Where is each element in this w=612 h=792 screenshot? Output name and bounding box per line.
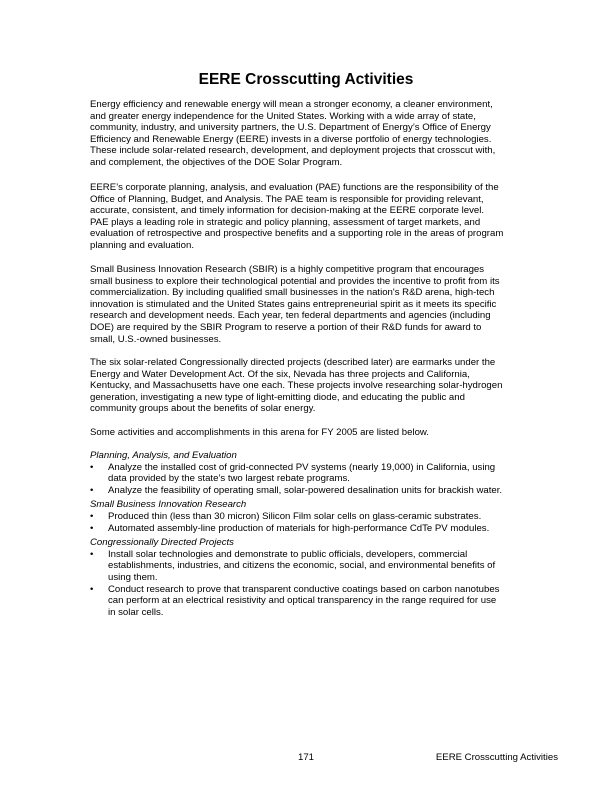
text-line: Conduct research to prove that transparent conductive coatings based on carbon nanotubes: [108, 583, 500, 595]
text-line: community, industry, and university partners, the U.S. Department of Energy’s Office of Energy: [90, 122, 491, 134]
text-line: Energy efficiency and renewable energy will mean a stronger economy, a cleaner environment,: [90, 99, 493, 110]
bullet-icon: •: [90, 583, 94, 595]
text-line: Some activities and accomplishments in this arena for FY 2005 are listed below.: [90, 427, 429, 438]
text-line: establishments, industries, and citizens the economic, social, and environmental benefits of: [108, 560, 496, 572]
text-line: The six solar-related Congressionally directed projects (described later) are earmarks under the: [90, 357, 496, 368]
bullet-icon: •: [90, 484, 94, 496]
bullet-icon: •: [90, 522, 94, 534]
section-heading: Congressionally Directed Projects: [90, 537, 234, 549]
text-line: generation, investigating a new type of light-emitting diode, and educating the public and: [90, 391, 465, 403]
section-heading: Planning, Analysis, and Evaluation: [90, 450, 237, 461]
text-line: data provided by the state’s two largest rebate programs.: [108, 473, 350, 485]
bullet-item: [90, 485, 502, 497]
text-line: Kentucky, and Massachusetts have one each. These projects involve researching solar-hydrogen: [90, 380, 503, 392]
bullet-item: [90, 511, 502, 523]
text-line: research and development needs. Each year, ten federal departments and agencies (including: [90, 310, 491, 322]
text-line: PAE plays a leading role in strategic and policy planning, assessment of target markets, and: [90, 216, 481, 228]
bullet-icon: •: [90, 548, 94, 560]
section-heading: Small Business Innovation Research: [90, 499, 247, 511]
bullet-icon: •: [90, 461, 94, 473]
text-line: Install solar technologies and demonstrate to public officials, developers, commercial: [108, 548, 468, 560]
text-line: Small Business Innovation Research (SBIR) is a highly competitive program that encourages: [90, 264, 485, 275]
text-line: in solar cells.: [108, 606, 164, 618]
paragraph: [90, 264, 500, 345]
paragraph: [90, 427, 429, 439]
text-line: Efficiency and Renewable Energy (EERE) invests in a diverse portfolio of energy technologies.: [90, 133, 492, 145]
running-footer-title: EERE Crosscutting Activities: [435, 752, 558, 763]
bullet-item: [90, 584, 502, 619]
bullet-icon: •: [90, 510, 94, 522]
text-line: small business to explore their technological potential and provides the incentive to profit from its: [90, 275, 500, 287]
text-line: EERE’s corporate planning, analysis, and evaluation (PAE) functions are the responsibility of the: [90, 182, 499, 193]
paragraph: [90, 182, 503, 252]
text-line: These include solar-related research, development, and deployment projects that crosscut with,: [90, 145, 496, 157]
text-line: Produced thin (less than 30 micron) Silicon Film solar cells on glass-ceramic substrates.: [108, 510, 482, 522]
accomplishments-list: [90, 450, 502, 618]
text-line: and greater energy independence for the United States. Working with a wide array of state,: [90, 110, 476, 122]
text-line: innovation is stimulated and the United States gains entrepreneurial spirit as it meets its specific: [90, 298, 497, 310]
text-line: and complement, the objectives of the DOE Solar Program.: [90, 156, 343, 168]
text-line: evaluation of retrospective and prospective benefits and a supporting role in the areas of program: [90, 228, 504, 240]
text-line: Energy and Water Development Act. Of the six, Nevada has three projects and California,: [90, 368, 470, 380]
bullet-item: [90, 549, 502, 584]
text-line: using them.: [108, 571, 158, 583]
bullet-item: [90, 523, 502, 535]
text-line: can perform at an electrical resistivity and optical transparency in the range required for use: [108, 595, 497, 607]
page-title: EERE Crosscutting Activities: [198, 71, 414, 88]
bullet-item: [90, 462, 502, 485]
text-line: community groups about the benefits of solar energy.: [90, 403, 316, 415]
text-line: small, U.S.-owned businesses.: [90, 333, 222, 345]
text-line: Automated assembly-line production of materials for high-performance CdTe PV modules.: [108, 522, 490, 534]
text-line: planning and evaluation.: [90, 239, 195, 251]
paragraph: [90, 99, 495, 169]
text-line: Analyze the installed cost of grid-connected PV systems (nearly 19,000) in California, using: [108, 461, 496, 473]
page-number: 171: [298, 752, 315, 763]
paragraph: [90, 357, 502, 415]
text-line: accurate, consistent, and timely information for decision-making at the EERE corporate level.: [90, 205, 485, 217]
text-line: DOE) are required by the SBIR Program to reserve a portion of their R&D funds for award to: [90, 321, 482, 333]
text-line: Analyze the feasibility of operating small, solar-powered desalination units for brackish water.: [108, 484, 503, 496]
text-line: Office of Planning, Budget, and Analysis. The PAE team is responsible for providing relevant,: [90, 193, 484, 205]
text-line: commercialization. By including qualified small businesses in the nation's R&D arena, high-tech: [90, 287, 495, 299]
